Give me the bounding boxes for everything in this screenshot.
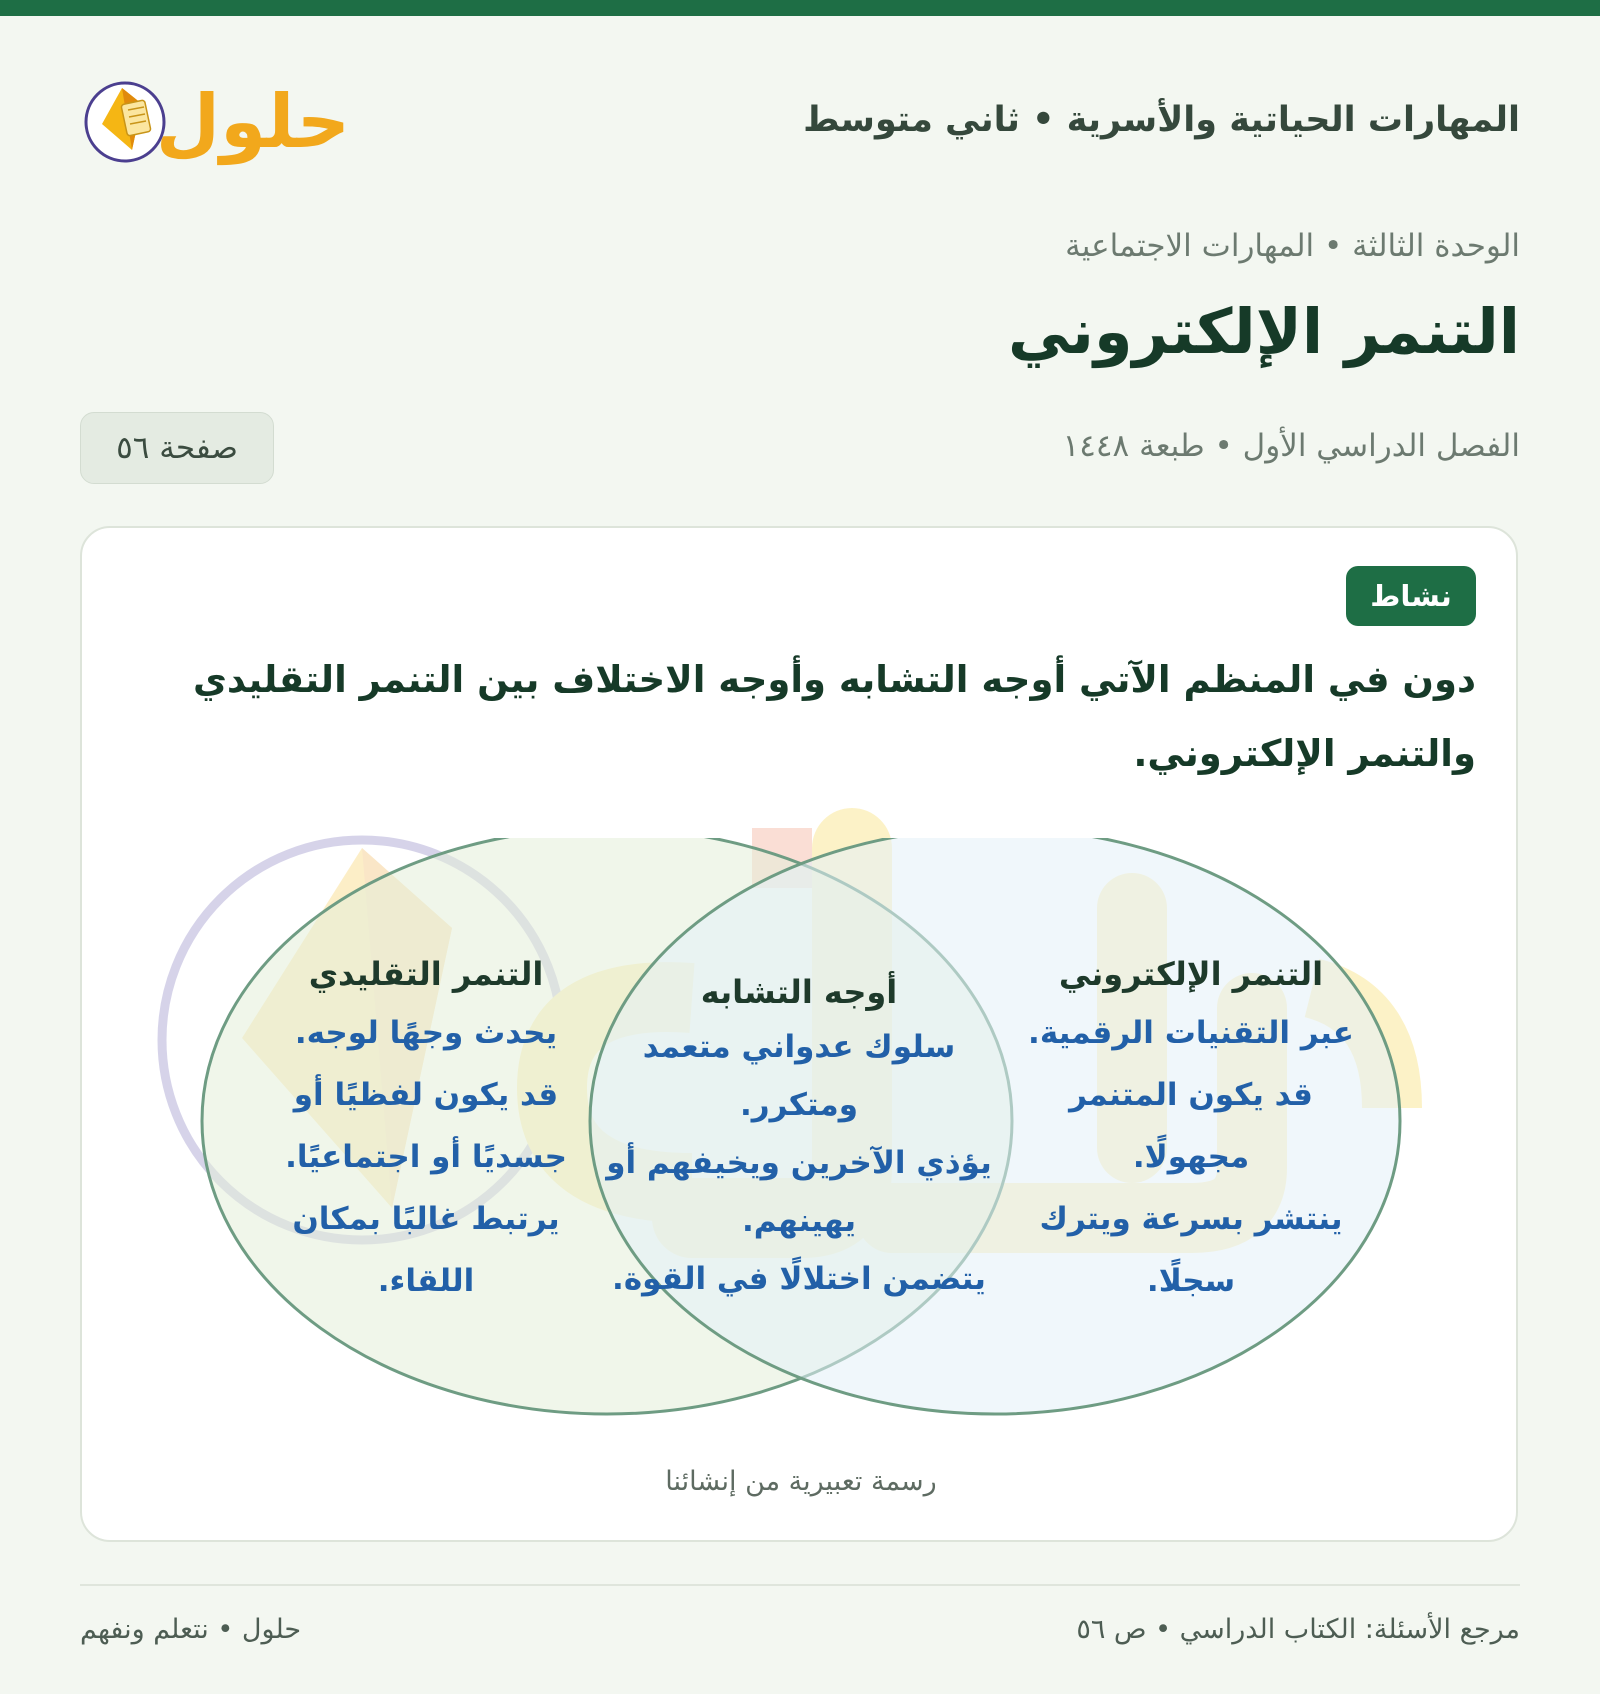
top-accent-bar — [0, 0, 1600, 16]
footer-divider — [80, 1584, 1520, 1586]
footer-reference: مرجع الأسئلة: الكتاب الدراسي • ص ٥٦ — [1076, 1614, 1520, 1645]
activity-badge: نشاط — [1346, 566, 1476, 626]
venn-center-item: ومتكرر. — [739, 1087, 859, 1123]
venn-left-item: يحدث وجهًا لوجه. — [294, 1015, 558, 1051]
diagram-caption: رسمة تعبيرية من إنشائنا — [665, 1466, 937, 1497]
venn-left-title: التنمر التقليدي — [308, 955, 544, 993]
venn-center-title: أوجه التشابه — [700, 973, 898, 1011]
venn-center-item: يهينهم. — [742, 1203, 856, 1239]
venn-left-item: اللقاء. — [377, 1263, 475, 1299]
subject-title: المهارات الحياتية والأسرية • ثاني متوسط — [803, 100, 1520, 140]
venn-center-item: يتضمن اختلالًا في القوة. — [612, 1261, 986, 1297]
venn-right-item: قد يكون المتنمر — [1069, 1077, 1313, 1113]
hlool-logo-icon — [80, 62, 370, 192]
venn-center-section — [604, 966, 994, 1308]
activity-question: دون في المنظم الآتي أوجه التشابه وأوجه الاختلاف بين التنمر التقليدي والتنمر الإلكتروني. — [192, 658, 1476, 775]
venn-right-item: ينتشر بسرعة ويترك — [1039, 1201, 1343, 1237]
page-header — [80, 62, 1520, 192]
venn-right-item: عبر التقنيات الرقمية. — [1028, 1015, 1354, 1051]
venn-right-title: التنمر الإلكتروني — [1058, 955, 1324, 993]
venn-left-item: جسديًا أو اجتماعيًا. — [285, 1139, 567, 1175]
venn-left-item: قد يكون لفظيًا أو — [293, 1077, 559, 1113]
venn-left-section — [256, 946, 596, 1312]
venn-right-item: سجلًا. — [1146, 1263, 1236, 1299]
logo-text: حلول — [155, 79, 351, 165]
venn-right-item: مجهولًا. — [1132, 1139, 1250, 1175]
venn-right-section — [1021, 946, 1361, 1312]
page-number-badge: صفحة ٥٦ — [80, 412, 274, 484]
venn-center-item: سلوك عدواني متعمد — [642, 1029, 956, 1065]
activity-card — [80, 526, 1518, 1542]
unit-label: الوحدة الثالثة • المهارات الاجتماعية — [1065, 228, 1520, 264]
venn-left-item: يرتبط غالبًا بمكان — [292, 1201, 560, 1237]
lesson-title: التنمر الإلكتروني — [1007, 295, 1520, 368]
footer-brand: حلول • نتعلم ونفهم — [80, 1614, 302, 1645]
venn-center-item: يؤذي الآخرين ويخيفهم أو — [606, 1145, 992, 1181]
term-edition-label: الفصل الدراسي الأول • طبعة ١٤٤٨ — [1062, 428, 1520, 464]
